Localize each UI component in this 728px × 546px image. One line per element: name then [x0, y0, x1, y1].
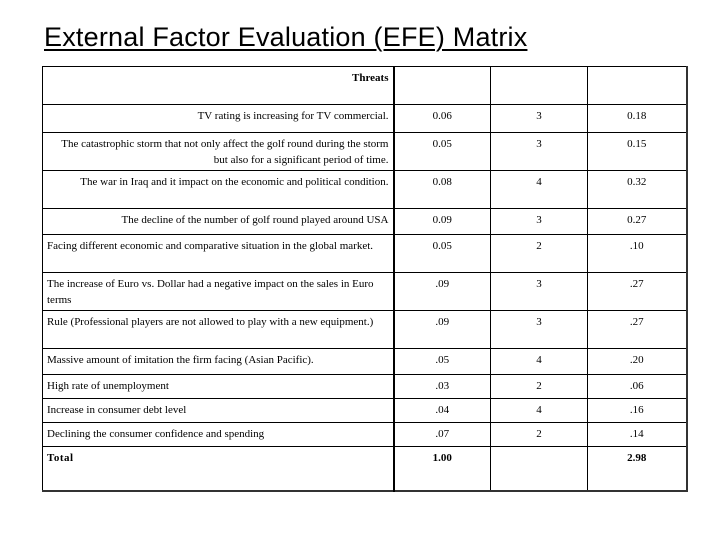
- rating-header: [491, 67, 588, 105]
- total-weight: 1.00: [394, 447, 491, 492]
- table-row: [43, 273, 687, 311]
- score-cell: 0.15: [588, 133, 687, 171]
- factor-cell: The decline of the number of golf round played around USA: [43, 209, 394, 235]
- table-header-row: [43, 67, 687, 105]
- factor-cell: Rule (Professional players are not allowed to play with a new equipment.): [43, 311, 394, 349]
- factor-cell: High rate of unemployment: [43, 375, 394, 399]
- weight-cell: .03: [394, 375, 491, 399]
- total-score: 2.98: [588, 447, 687, 492]
- weight-cell: 0.08: [394, 171, 491, 209]
- table-row: [43, 171, 687, 209]
- factor-cell: The increase of Euro vs. Dollar had a negative impact on the sales in Euro terms: [43, 273, 394, 311]
- weight-cell: .09: [394, 273, 491, 311]
- page-title: External Factor Evaluation (EFE) Matrix: [44, 22, 528, 52]
- table-row: [43, 311, 687, 349]
- rating-cell: 4: [491, 399, 588, 423]
- table-row: [43, 399, 687, 423]
- weight-cell: 0.05: [394, 133, 491, 171]
- table-row: [43, 235, 687, 273]
- score-cell: 0.27: [588, 209, 687, 235]
- factor-cell: Declining the consumer confidence and spending: [43, 423, 394, 447]
- score-cell: .27: [588, 311, 687, 349]
- factor-cell: Massive amount of imitation the firm facing (Asian Pacific).: [43, 349, 394, 375]
- factor-cell: Increase in consumer debt level: [43, 399, 394, 423]
- weight-cell: .09: [394, 311, 491, 349]
- weight-cell: 0.06: [394, 105, 491, 133]
- rating-cell: 3: [491, 133, 588, 171]
- score-cell: .10: [588, 235, 687, 273]
- score-header: [588, 67, 687, 105]
- weight-header: [394, 67, 491, 105]
- score-cell: .16: [588, 399, 687, 423]
- rating-cell: 3: [491, 273, 588, 311]
- total-label: Total: [43, 447, 394, 492]
- score-cell: 0.18: [588, 105, 687, 133]
- efe-matrix-table: [42, 66, 688, 492]
- rating-cell: 4: [491, 349, 588, 375]
- table-row: [43, 133, 687, 171]
- rating-cell: 3: [491, 311, 588, 349]
- weight-cell: .04: [394, 399, 491, 423]
- factor-cell: TV rating is increasing for TV commercial.: [43, 105, 394, 133]
- rating-cell: 2: [491, 423, 588, 447]
- rating-cell: 2: [491, 375, 588, 399]
- total-row: [43, 447, 687, 492]
- factor-cell: The war in Iraq and it impact on the economic and political condition.: [43, 171, 394, 209]
- rating-cell: 3: [491, 105, 588, 133]
- factor-cell: Facing different economic and comparative situation in the global market.: [43, 235, 394, 273]
- weight-cell: .07: [394, 423, 491, 447]
- rating-cell: 3: [491, 209, 588, 235]
- weight-cell: 0.05: [394, 235, 491, 273]
- weight-cell: .05: [394, 349, 491, 375]
- score-cell: .06: [588, 375, 687, 399]
- score-cell: 0.32: [588, 171, 687, 209]
- score-cell: .20: [588, 349, 687, 375]
- table-row: [43, 209, 687, 235]
- table-row: [43, 349, 687, 375]
- score-cell: .14: [588, 423, 687, 447]
- rating-cell: 2: [491, 235, 588, 273]
- weight-cell: 0.09: [394, 209, 491, 235]
- factor-cell: The catastrophic storm that not only affect the golf round during the storm but also for a significant period of time.: [43, 133, 394, 171]
- threats-header: Threats: [43, 67, 394, 105]
- table-row: [43, 375, 687, 399]
- rating-cell: 4: [491, 171, 588, 209]
- score-cell: .27: [588, 273, 687, 311]
- total-rating: [491, 447, 588, 492]
- table-row: [43, 423, 687, 447]
- table-row: [43, 105, 687, 133]
